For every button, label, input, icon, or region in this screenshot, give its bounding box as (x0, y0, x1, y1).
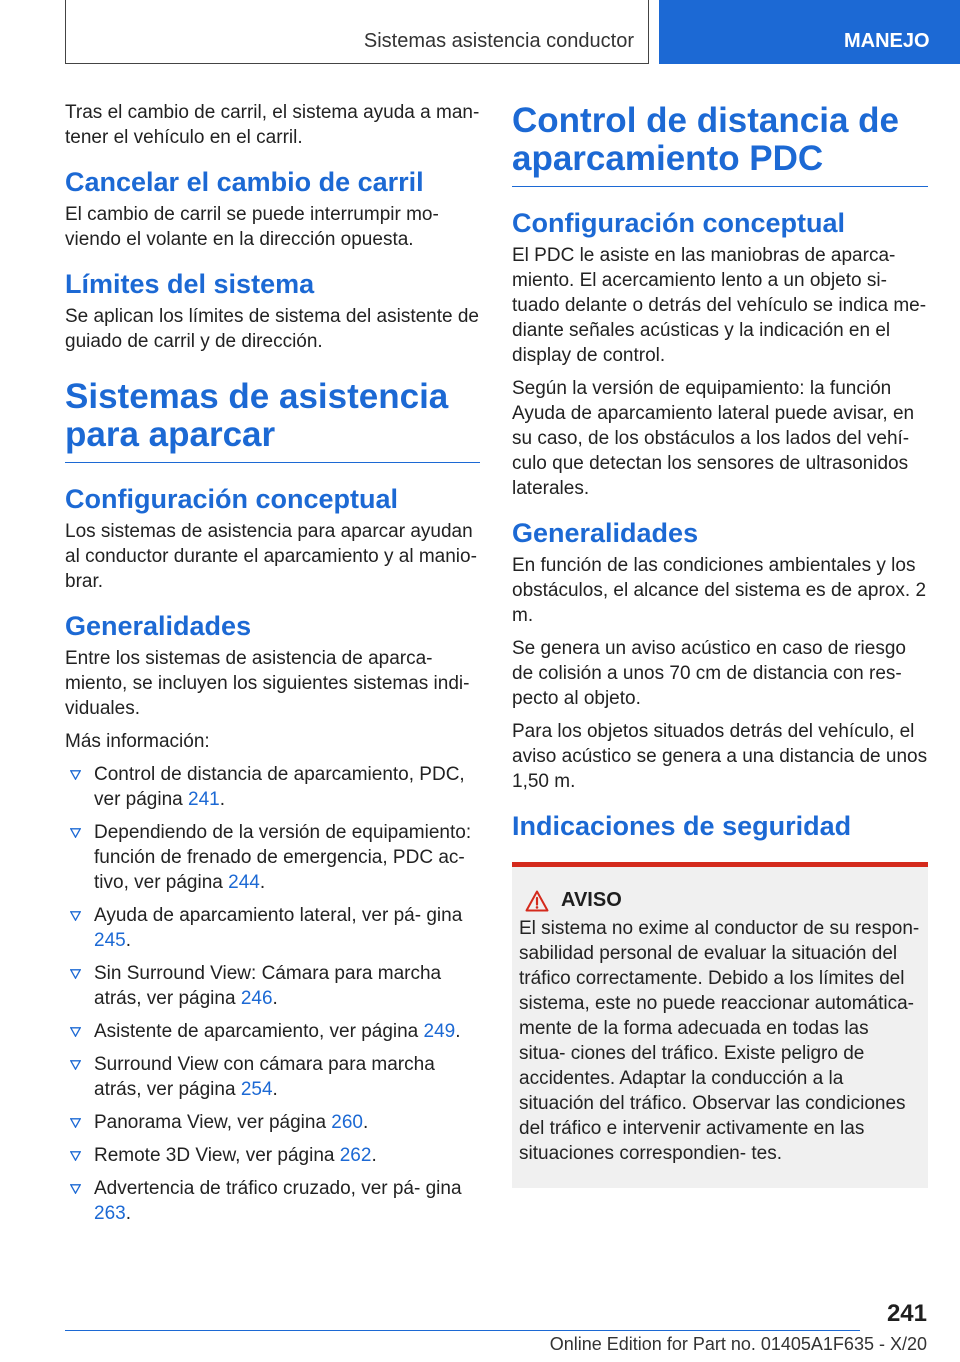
page-link[interactable]: 246 (240, 988, 273, 1009)
general-paragraph: Entre los sistemas de asistencia de aparca‐ miento, se incluyen los siguientes sistemas indi‐ viduales. (65, 648, 470, 719)
list-item: Ayuda de aparcamiento lateral, ver pá‐ gina 245. (65, 903, 480, 953)
warning-text: El sistema no exime al conductor de su respon‐ sabilidad personal de evaluar la situación del tráfico correctamente. Debido a los límites del sistema, este no puede reaccionar automática‐ mente de la forma adecuada en todas las situa‐ ciones del tráfico. Existe peligro de accidentes. Adaptar la conducción a la situación del tráfico. Observar las condiciones del tráfico e intervenir activamente en las situaciones correspondien‐ tes. (519, 918, 920, 1164)
page-number: 241 (886, 1300, 927, 1327)
concept-heading: Configuración conceptual (65, 484, 399, 514)
parking-systems-list (65, 762, 480, 1226)
pdc-heading: Control de distancia de aparcamiento PDC (512, 102, 928, 187)
concept-paragraph: Los sistemas de asistencia para aparcar ayudan al conductor durante el aparcamiento y al manio‐ brar. (65, 521, 477, 592)
pdc-general-paragraph-2: Se genera un aviso acústico en caso de riesgo de colisión a unos 70 cm de distancia con res‐ pecto al objeto. (512, 638, 906, 709)
list-item: Advertencia de tráfico cruzado, ver pá‐ gina 263. (65, 1176, 480, 1226)
list-item: Panorama View, ver página 260. (65, 1110, 480, 1135)
page-link[interactable]: 254 (240, 1079, 273, 1100)
safety-heading: Indicaciones de seguridad (512, 811, 852, 841)
limits-paragraph: Se aplican los límites de sistema del asistente de guiado de carril y de dirección. (65, 306, 479, 352)
page-link[interactable]: 263 (94, 1203, 126, 1224)
triangle-bullet-icon (70, 1060, 81, 1070)
triangle-bullet-icon (70, 1027, 81, 1037)
pdc-concept-heading: Configuración conceptual (512, 208, 846, 238)
list-item: Surround View con cámara para marcha atrás, ver página 254. (65, 1052, 480, 1102)
warning-header (525, 889, 920, 912)
intro-paragraph: Tras el cambio de carril, el sistema ayuda a man‐ tener el vehículo en el carril. (65, 102, 480, 148)
pdc-concept-paragraph-1: El PDC le asiste en las maniobras de aparca‐ miento. El acercamiento lento a un objeto si‐ tuado delante o detrás del vehículo se indica me‐ diante señales acústicas y la indicación en el display de control. (512, 245, 927, 366)
triangle-bullet-icon (70, 1118, 81, 1128)
list-item: Remote 3D View, ver página 262. (65, 1143, 480, 1168)
warning-triangle-icon (525, 890, 549, 912)
section-title: Sistemas asistencia conductor (363, 30, 634, 52)
page-link[interactable]: 241 (188, 789, 220, 810)
list-item: Asistente de aparcamiento, ver página 249. (65, 1019, 480, 1044)
footer-divider (65, 1330, 860, 1331)
limits-heading: Límites del sistema (65, 269, 315, 299)
header-section-box (65, 0, 649, 64)
chapter-tab-label: MANEJO (844, 30, 930, 52)
pdc-concept-paragraph-2: Según la versión de equipamiento: la función Ayuda de aparcamiento lateral puede avisar, en su caso, de los obstáculos a los lados del vehí‐ culo que detectan los sensores de ultrasonidos laterales. (512, 378, 915, 499)
triangle-bullet-icon (70, 770, 81, 780)
pdc-general-paragraph-1: En función de las condiciones ambientales y los obstáculos, el alcance del sistema es de aprox. 2 m. (512, 555, 927, 626)
pdc-general-paragraph-3: Para los objetos situados detrás del vehículo, el aviso acústico se genera a una distancia de unos 1,50 m. (512, 721, 928, 792)
edition-note: Online Edition for Part no. 01405A1F635 - X/20 (549, 1334, 927, 1354)
page-link[interactable]: 260 (331, 1112, 363, 1133)
triangle-bullet-icon (70, 828, 81, 838)
right-column (512, 102, 928, 1188)
left-column (65, 100, 480, 1234)
warning-box (512, 862, 928, 1188)
more-info-label: Más información: (65, 731, 210, 752)
chapter-tab (659, 0, 960, 64)
general-heading: Generalidades (65, 611, 252, 641)
cancel-heading: Cancelar el cambio de carril (65, 167, 424, 197)
page-link[interactable]: 244 (228, 872, 260, 893)
triangle-bullet-icon (70, 969, 81, 979)
list-item: Sin Surround View: Cámara para marcha atrás, ver página 246. (65, 961, 480, 1011)
warning-label: AVISO (561, 889, 622, 911)
parking-heading: Sistemas de asistencia para aparcar (65, 378, 480, 463)
pdc-general-heading: Generalidades (512, 518, 699, 548)
triangle-bullet-icon (70, 911, 81, 921)
page-link[interactable]: 249 (423, 1021, 456, 1042)
cancel-paragraph: El cambio de carril se puede interrumpir mo‐ viendo el volante en la dirección opuesta. (65, 204, 439, 250)
triangle-bullet-icon (70, 1151, 81, 1161)
list-item: Control de distancia de aparcamiento, PDC, ver página 241. (65, 762, 480, 812)
page-link[interactable]: 262 (339, 1145, 372, 1166)
page-link[interactable]: 245 (94, 930, 126, 951)
triangle-bullet-icon (70, 1184, 81, 1194)
list-item: Dependiendo de la versión de equipamiento: función de frenado de emergencia, PDC ac‐ tivo, ver página 244. (65, 820, 480, 895)
